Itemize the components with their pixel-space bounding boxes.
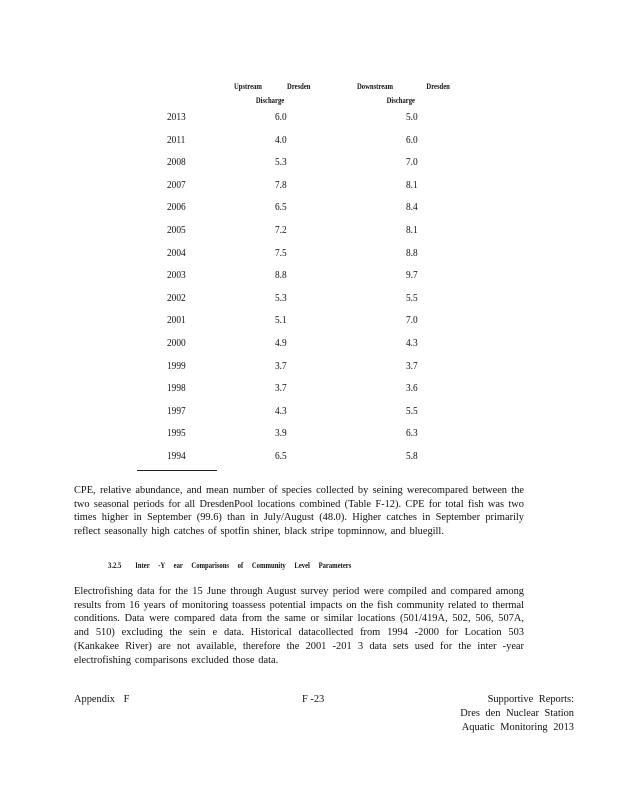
downstream-value-cell: 8.4 — [406, 201, 418, 214]
footer-report-info — [460, 693, 574, 735]
upstream-value-cell: 7.8 — [275, 178, 287, 191]
table-row — [0, 269, 618, 292]
header-up-word1: Upstream — [234, 81, 262, 91]
upstream-value-cell: 6.5 — [275, 449, 287, 462]
downstream-value-cell: 5.0 — [406, 111, 418, 123]
upstream-value-cell: 4.3 — [275, 404, 287, 417]
table-bottom-rule — [137, 470, 217, 471]
table-row — [0, 450, 618, 473]
year-cell: 2008 — [167, 156, 186, 169]
year-cell: 2001 — [167, 314, 186, 327]
downstream-value-cell: 4.3 — [406, 336, 418, 349]
year-cell: 2003 — [167, 269, 186, 282]
year-cell: 2011 — [167, 133, 186, 146]
year-cell: 1997 — [167, 404, 186, 417]
year-cell: 1998 — [167, 382, 186, 395]
upstream-value-cell: 6.0 — [275, 111, 287, 123]
table-row — [0, 179, 618, 202]
table-row — [0, 382, 618, 405]
table-row — [0, 156, 618, 179]
downstream-value-cell: 5.5 — [406, 404, 418, 417]
upstream-value-cell: 3.9 — [275, 427, 287, 440]
paragraph-electrofishing: Electrofishing data for the 15 June through August survey period were compiled and compared among results from 16 years of monitoring toassess potential impacts on the fish community related to thermal conditions. Data were compared data from the same or similar locations (501/419A, 502, 506, 507A, and 510) excluding the sein e data. Historical datacollected from 1994 -2000 for Location 503 (Kankakee River) are not available, therefore the 2001 -201 3 data sets used for the inter -year electrofishing comparisons excluded those data. — [74, 586, 524, 666]
footer-right-line2: Dres den Nuclear Station — [460, 708, 574, 719]
table-row — [0, 314, 618, 337]
upstream-value-cell: 5.3 — [275, 156, 287, 169]
footer-page-number: F -23 — [302, 694, 325, 705]
upstream-value-cell: 5.1 — [275, 314, 287, 327]
year-cell: 2005 — [167, 223, 186, 236]
column-header-upstream — [234, 79, 311, 107]
downstream-value-cell: 3.6 — [406, 382, 418, 395]
table-row — [0, 224, 618, 247]
section-title: Inter -Y ear Comparisons of Community Level Parameters — [135, 560, 352, 570]
table-row — [0, 134, 618, 157]
paragraph-seining: CPE, relative abundance, and mean number of species collected by seining werecompared between the two seasonal periods for all DresdenPool locations combined (Table F-12). CPE for total fish was two times higher in September (99.6) than in July/August (48.0). Higher catches in September primarily reflect seasonally high catches of spotfin shiner, black stripe topminnow, and bluegill. — [74, 485, 524, 538]
upstream-value-cell: 6.5 — [275, 201, 287, 214]
upstream-value-cell: 5.3 — [275, 291, 287, 304]
column-header-downstream — [357, 79, 450, 107]
footer-right-line1: Supportive Reports: — [487, 694, 574, 705]
table-row — [0, 111, 618, 134]
downstream-value-cell: 6.3 — [406, 427, 418, 440]
year-cell: 2004 — [167, 246, 186, 259]
downstream-value-cell: 3.7 — [406, 359, 418, 372]
year-cell: 1995 — [167, 427, 186, 440]
table-row — [0, 292, 618, 315]
upstream-value-cell: 7.2 — [275, 223, 287, 236]
downstream-value-cell: 9.7 — [406, 269, 418, 282]
downstream-value-cell: 8.1 — [406, 223, 418, 236]
year-cell: 2000 — [167, 336, 186, 349]
upstream-value-cell: 3.7 — [275, 359, 287, 372]
year-cell: 2002 — [167, 291, 186, 304]
header-up-line2: Discharge — [255, 95, 285, 105]
table-row — [0, 201, 618, 224]
downstream-value-cell: 7.0 — [406, 156, 418, 169]
footer-right-line3: Aquatic Monitoring 2013 — [461, 722, 574, 733]
upstream-value-cell: 3.7 — [275, 382, 287, 395]
upstream-value-cell: 8.8 — [275, 269, 287, 282]
year-cell: 2006 — [167, 201, 186, 214]
table-row — [0, 247, 618, 270]
downstream-value-cell: 6.0 — [406, 133, 418, 146]
downstream-value-cell: 8.8 — [406, 246, 418, 259]
year-cell: 2013 — [167, 111, 186, 123]
downstream-value-cell: 5.8 — [406, 449, 418, 462]
upstream-value-cell: 4.9 — [275, 336, 287, 349]
downstream-value-cell: 7.0 — [406, 314, 418, 327]
table-row — [0, 427, 618, 450]
header-down-line2: Discharge — [386, 95, 416, 105]
downstream-value-cell: 5.5 — [406, 291, 418, 304]
header-down-word2: Dresden — [426, 81, 450, 91]
section-number: 3.2.5 — [108, 560, 122, 570]
data-table — [0, 111, 618, 473]
table-row — [0, 405, 618, 428]
header-down-word1: Downstream — [357, 81, 393, 91]
header-up-word2: Dresden — [287, 81, 311, 91]
footer-appendix: Appendix F — [74, 694, 130, 705]
year-cell: 1999 — [167, 359, 186, 372]
downstream-value-cell: 8.1 — [406, 178, 418, 191]
upstream-value-cell: 7.5 — [275, 246, 287, 259]
year-cell: 2007 — [167, 178, 186, 191]
year-cell: 1994 — [167, 449, 186, 462]
section-heading — [108, 560, 351, 570]
table-row — [0, 337, 618, 360]
upstream-value-cell: 4.0 — [275, 133, 287, 146]
table-row — [0, 360, 618, 383]
